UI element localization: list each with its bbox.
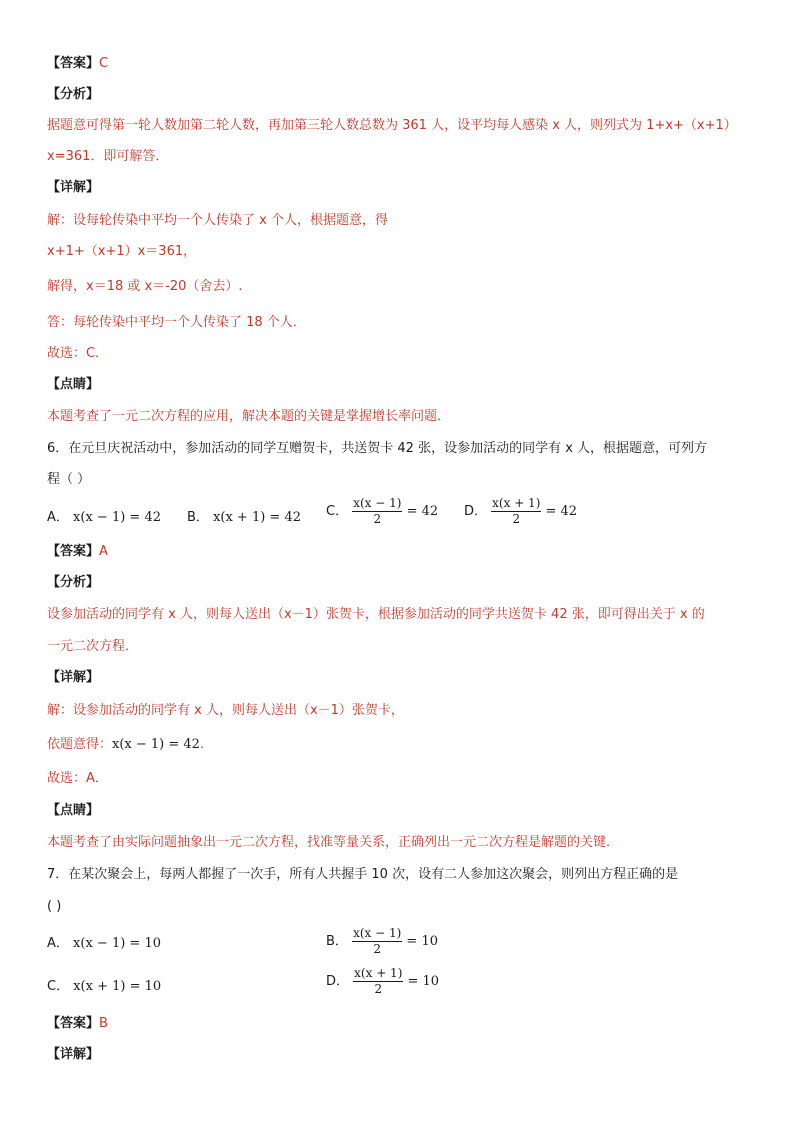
q7-answer-value: B xyxy=(99,1016,108,1031)
q7-option-d-numerator: x(x + 1) xyxy=(354,966,403,980)
q5-comment-tag: 【点睛】 xyxy=(47,377,100,392)
q6-analysis-line2: 一元二次方程． xyxy=(47,639,139,654)
q6-option-d-rhs: = 42 xyxy=(545,504,578,519)
q6-detail-line2-suffix: ． xyxy=(199,737,213,752)
q6-detail-tag: 【详解】 xyxy=(47,670,100,685)
q7-detail-tag: 【详解】 xyxy=(47,1047,100,1062)
q6-option-b-label: B． xyxy=(187,510,209,525)
q7-answer-tag: 【答案】 xyxy=(47,1016,100,1031)
q5-detail-line2: x+1+（x+1）x＝361， xyxy=(47,244,197,259)
q7-option-a-expr: x(x − 1) = 10 xyxy=(73,936,161,951)
q6-analysis-tag: 【分析】 xyxy=(47,575,100,590)
q7-option-c-expr: x(x + 1) = 10 xyxy=(73,979,162,994)
q5-analysis-tag: 【分析】 xyxy=(47,87,100,102)
q6-option-c-label: C． xyxy=(326,504,349,519)
q5-analysis-line1: 据题意可得第一轮人数加第二轮人数，再加第三轮人数总数为 361 人，设平均每人感染 x 人，则列式为 1+x+（x+1） xyxy=(47,118,737,133)
q6-stem-line1: 6．在元旦庆祝活动中，参加活动的同学互赠贺卡，共送贺卡 42 张，设参加活动的同学有 x 人，根据题意，可列方 xyxy=(47,441,708,456)
q6-answer xyxy=(47,543,754,561)
q6-detail-line2-prefix: 依题意得： xyxy=(47,737,113,752)
q6-option-c-rhs: = 42 xyxy=(406,504,439,519)
q6-detail-line3: 故选：A． xyxy=(47,771,108,786)
q6-option-a xyxy=(47,506,161,525)
q7-option-a-label: A． xyxy=(47,936,69,951)
q7-option-c xyxy=(47,975,161,994)
q7-option-b xyxy=(326,926,438,957)
q5-analysis-line2: x=361．即可解答． xyxy=(47,149,169,164)
q6-option-b xyxy=(187,506,301,525)
q5-answer-tag: 【答案】 xyxy=(47,56,100,71)
q5-comment-line: 本题考查了一元二次方程的应用，解决本题的关键是掌握增长率问题． xyxy=(47,409,451,424)
q6-analysis-line1: 设参加活动的同学有 x 人，则每人送出（x－1）张贺卡，根据参加活动的同学共送贺卡 42 张，即可得出关于 x 的 xyxy=(47,607,705,622)
q7-option-b-rhs: = 10 xyxy=(406,934,438,949)
q7-option-b-label: B． xyxy=(326,934,348,949)
q6-option-c xyxy=(326,496,438,527)
q6-comment-line: 本题考查了由实际问题抽象出一元二次方程，找准等量关系，正确列出一元二次方程是解题的关键． xyxy=(47,835,620,850)
q6-stem-line2: 程（ ） xyxy=(47,472,91,487)
q5-detail-line3: 解得，x＝18 或 x＝-20（舍去）. xyxy=(47,279,243,294)
q7-answer xyxy=(47,1015,754,1033)
q6-option-b-expr: x(x + 1) = 42 xyxy=(213,510,301,525)
q5-detail-line5: 故选：C． xyxy=(47,346,109,361)
q7-option-b-fraction xyxy=(352,926,402,957)
q6-option-c-fraction xyxy=(352,496,402,527)
q5-detail-line1: 解：设每轮传染中平均一个人传染了 x 个人，根据题意，得 xyxy=(47,213,388,228)
q6-option-d-label: D． xyxy=(464,504,488,519)
q7-option-a xyxy=(47,932,161,951)
q6-option-d xyxy=(464,496,577,527)
q6-answer-tag: 【答案】 xyxy=(47,544,100,559)
q6-option-d-fraction xyxy=(491,496,541,527)
q6-option-a-expr: x(x − 1) = 42 xyxy=(73,510,161,525)
q7-option-b-denominator: 2 xyxy=(373,942,381,956)
q7-option-d-label: D． xyxy=(326,974,350,989)
q6-detail-line1: 解：设参加活动的同学有 x 人，则每人送出（x－1）张贺卡， xyxy=(47,703,404,718)
q7-option-b-numerator: x(x − 1) xyxy=(353,926,402,940)
q6-detail-line2-expr: x(x − 1) = 42 xyxy=(112,737,200,752)
q5-detail-line4: 答：每轮传染中平均一个人传染了 18 个人． xyxy=(47,315,306,330)
q5-answer-value: C xyxy=(99,56,109,71)
q6-option-c-numerator: x(x − 1) xyxy=(353,496,402,510)
q7-option-d-denominator: 2 xyxy=(374,982,383,996)
q7-option-c-label: C． xyxy=(47,979,70,994)
q6-option-d-numerator: x(x + 1) xyxy=(492,496,541,510)
q5-detail-tag: 【详解】 xyxy=(47,180,100,195)
q7-option-d xyxy=(326,966,439,997)
q7-stem-line2: ( ) xyxy=(47,899,62,914)
q6-option-d-denominator: 2 xyxy=(512,512,521,526)
q5-answer xyxy=(47,55,754,73)
q6-detail-line2 xyxy=(47,736,754,754)
q7-stem-line1: 7．在某次聚会上，每两人都握了一次手，所有人共握手 10 次，设有二人参加这次聚会，则列出方程正确的是 xyxy=(47,867,679,882)
q6-option-a-label: A． xyxy=(47,510,69,525)
q6-option-c-denominator: 2 xyxy=(373,512,382,526)
q6-comment-tag: 【点睛】 xyxy=(47,803,100,818)
q6-answer-value: A xyxy=(99,544,108,559)
q7-option-d-fraction xyxy=(353,966,403,997)
q7-option-d-rhs: = 10 xyxy=(407,974,440,989)
